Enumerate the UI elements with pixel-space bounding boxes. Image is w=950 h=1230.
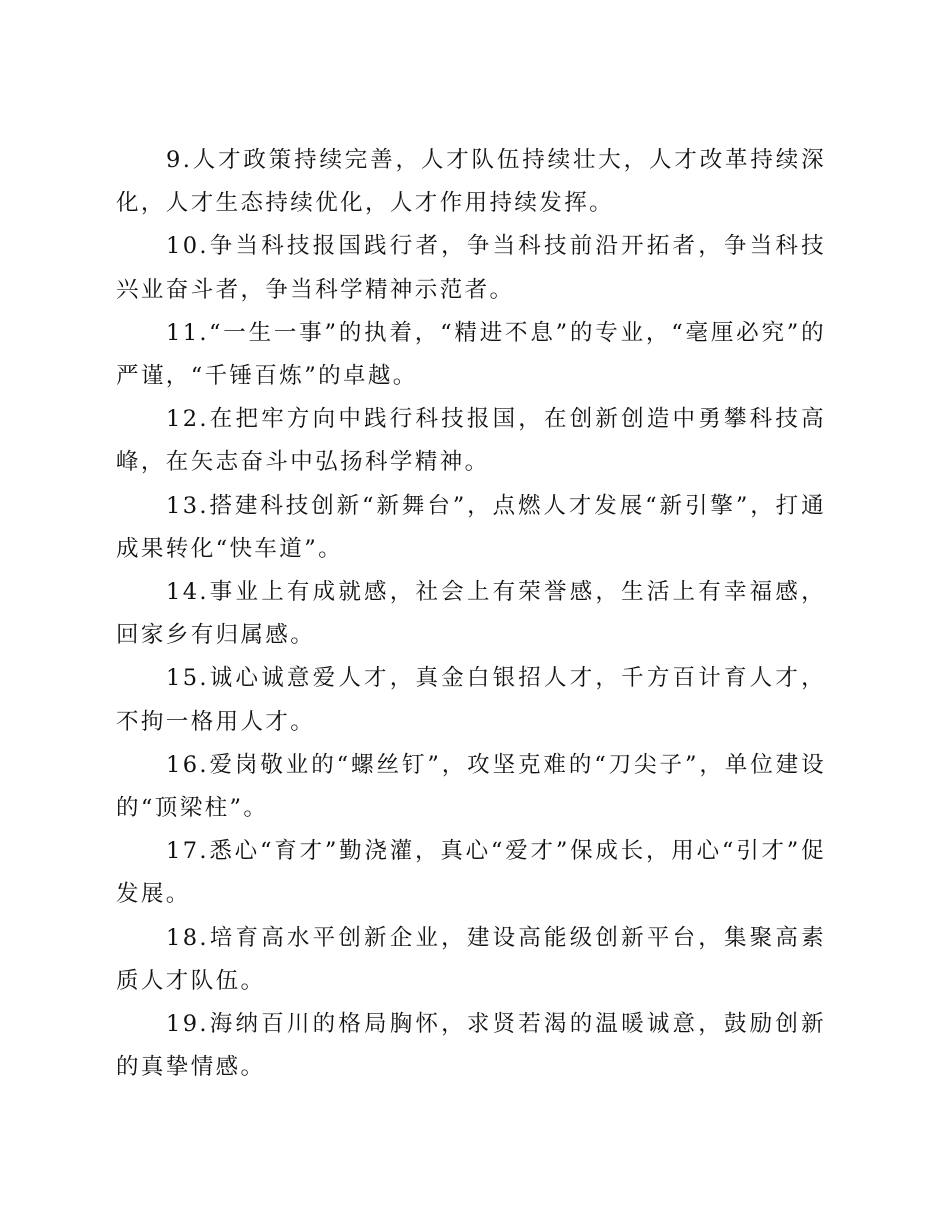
paragraph-10: 10.争当科技报国践行者，争当科技前沿开拓者，争当科技兴业奋斗者，争当科学精神示范者。 — [116, 233, 826, 303]
paragraph-11: 11.“一生一事”的执着，“精进不息”的专业，“毫厘必究”的严谨，“千锤百炼”的卓越。 — [116, 319, 826, 390]
paragraph-14: 14.事业上有成就感，社会上有荣誉感，生活上有幸福感，回家乡有归属感。 — [116, 579, 826, 649]
paragraph-17: 17.悉心“育才”勤浇灌，真心“爱才”保成长，用心“引才”促发展。 — [116, 838, 826, 908]
paragraph-9: 9.人才政策持续完善，人才队伍持续壮大，人才改革持续深化，人才生态持续优化，人才作用持续发挥。 — [116, 147, 826, 217]
paragraph-13: 13.搭建科技创新“新舞台”，点燃人才发展“新引擎”，打通成果转化“快车道”。 — [116, 492, 826, 562]
document-body — [116, 139, 826, 1089]
paragraph-18: 18.培育高水平创新企业，建设高能级创新平台，集聚高素质人才队伍。 — [116, 924, 826, 994]
paragraph-15: 15.诚心诚意爱人才，真金白银招人才，千方百计育人才，不拘一格用人才。 — [116, 665, 826, 735]
paragraph-19: 19.海纳百川的格局胸怀，求贤若渴的温暖诚意，鼓励创新的真挚情感。 — [116, 1011, 826, 1081]
paragraph-12: 12.在把牢方向中践行科技报国，在创新创造中勇攀科技高峰，在矢志奋斗中弘扬科学精神。 — [116, 406, 826, 476]
paragraph-16: 16.爱岗敬业的“螺丝钉”，攻坚克难的“刀尖子”，单位建设的“顶梁柱”。 — [116, 751, 826, 822]
